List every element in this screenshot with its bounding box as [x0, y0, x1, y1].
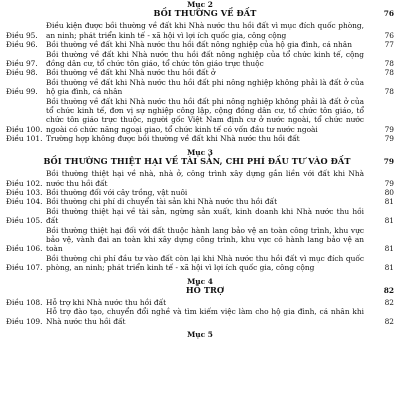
toc-entry	[6, 207, 394, 226]
page-number: 81	[384, 263, 394, 273]
article-title: Trường hợp không được bồi thường về đất khi Nhà nước thu hồi đất	[46, 134, 300, 144]
article-title: Bồi thường thiệt hại đối với đất thuộc hành lang bảo vệ an toàn công trình, khu vực bảo vệ, vành đai an toàn khi xây dựng công trình, khu vực có hành lang bảo vệ an toàn	[46, 225, 364, 254]
section-heading	[6, 277, 394, 295]
toc-section	[6, 277, 394, 327]
article-number: Điều 95.	[6, 30, 38, 40]
article-title: Hỗ trợ khi Nhà nước thu hồi đất	[46, 297, 167, 307]
page-number: 81	[384, 244, 394, 254]
article-number: Điều 108.	[6, 297, 43, 307]
article-title: Bồi thường đối với cây trồng, vật nuôi	[46, 187, 188, 197]
section-number: Mục 5	[187, 330, 213, 340]
article-title: Bồi thường chi phí di chuyển tài sản khi Nhà nước thu hồi đất	[46, 197, 278, 207]
article-number: Điều 109.	[6, 316, 43, 326]
article-title: Bồi thường về đất khi Nhà nước thu hồi đất phi nông nghiệp không phải là đất ở của tổ chức kinh tế, đơn vị sự nghiệp công lập, cộng đồng dân cư, tổ chức tôn giáo, tổ chức tôn giáo trực thuộc, người gốc Việt Nam định cư ở nước ngoài, tổ chức nước ngoài có chức năng ngoại giao, tổ chức kinh tế có vốn đầu tư nước ngoài	[46, 96, 364, 134]
toc-section	[6, 0, 394, 144]
article-number: Điều 97.	[6, 59, 38, 69]
article-title: Bồi thường thiệt hại về nhà, nhà ở, công trình xây dựng gắn liền với đất khi Nhà nước thu hồi đất	[46, 169, 364, 188]
section-page-number: 79	[383, 156, 394, 166]
article-title: Bồi thường về đất khi Nhà nước thu hồi đất nông nghiệp của tổ chức kinh tế, cộng đồng dân cư, tổ chức tôn giáo, tổ chức tôn giáo trực thuộc	[46, 49, 364, 69]
toc-entry	[6, 307, 394, 326]
article-title: Bồi thường về đất khi Nhà nước thu hồi đất ở	[46, 68, 216, 78]
page-number: 82	[384, 316, 394, 326]
article-title: Bồi thường về đất khi Nhà nước thu hồi đất nông nghiệp của hộ gia đình, cá nhân	[46, 40, 352, 50]
toc-entry	[6, 50, 394, 69]
page-number: 79	[384, 178, 394, 188]
article-title: Hỗ trợ đào tạo, chuyển đổi nghề và tìm kiếm việc làm cho hộ gia đình, cá nhân khi Nhà nước thu hồi đất	[46, 307, 364, 326]
toc-entry	[6, 169, 394, 188]
section-heading	[6, 0, 394, 18]
section-page-number: 76	[383, 9, 394, 18]
article-title: Bồi thường về đất khi Nhà nước thu hồi đất phi nông nghiệp không phải là đất ở của hộ gia đình, cá nhân	[46, 77, 364, 97]
article-number: Điều 107.	[6, 263, 43, 273]
page-number: 81	[384, 216, 394, 226]
article-number: Điều 98.	[6, 68, 38, 78]
section-title: HỖ TRỢ	[185, 284, 225, 295]
page-number: 79	[384, 124, 394, 134]
section-number: Mục 3	[187, 147, 213, 157]
toc-entry	[6, 68, 394, 77]
article-number: Điều 100.	[6, 124, 43, 134]
article-number: Điều 99.	[6, 87, 38, 97]
section-title: BỒI THƯỜNG VỀ ĐẤT	[153, 8, 257, 18]
toc-entry	[6, 197, 394, 206]
section-title: BỒI THƯỜNG THIỆT HẠI VỀ TÀI SẢN, CHI PHÍ ĐẦU TƯ VÀO ĐẤT	[43, 155, 351, 166]
section-heading	[6, 148, 394, 166]
section-number: Mục 4	[187, 276, 213, 286]
article-number: Điều 105.	[6, 216, 43, 226]
toc-entry	[6, 226, 394, 254]
article-title: Bồi thường chi phí đầu tư vào đất còn lại khi Nhà nước thu hồi đất vì mục đích quốc phòng, an ninh; phát triển kinh tế - xã hội vì lợi ích quốc gia, công cộng	[46, 253, 364, 273]
section-number: Mục 2	[187, 0, 213, 9]
page-number: 78	[384, 87, 394, 97]
toc-entry	[6, 78, 394, 97]
article-title: Bồi thường thiệt hại về tài sản, ngừng sản xuất, kinh doanh khi Nhà nước thu hồi đất	[46, 206, 364, 226]
page-number: 80	[384, 187, 394, 197]
toc-entry	[6, 21, 394, 40]
toc-entry	[6, 134, 394, 143]
article-number: Điều 106.	[6, 244, 43, 254]
page-number: 78	[384, 68, 394, 78]
article-number: Điều 96.	[6, 40, 38, 50]
page-number: 81	[384, 197, 394, 207]
toc-entry	[6, 254, 394, 273]
article-number: Điều 101.	[6, 134, 43, 144]
article-number: Điều 102.	[6, 178, 43, 188]
article-title: Điều kiện được bồi thường về đất khi Nhà nước thu hồi đất vì mục đích quốc phòng, an ninh; phát triển kinh tế - xã hội vì lợi ích quốc gia, công cộng	[46, 21, 364, 40]
page-number: 77	[384, 40, 394, 50]
section-heading-partial	[6, 330, 394, 339]
page-number: 79	[384, 134, 394, 144]
toc-entry	[6, 188, 394, 197]
table-of-contents	[6, 0, 394, 339]
toc-entry	[6, 97, 394, 135]
toc-section	[6, 148, 394, 273]
toc-entry	[6, 40, 394, 49]
page-number: 78	[384, 59, 394, 69]
toc-entry	[6, 298, 394, 307]
article-number: Điều 104.	[6, 197, 43, 207]
section-page-number: 82	[383, 285, 394, 295]
article-number: Điều 103.	[6, 187, 43, 197]
page-number: 82	[384, 297, 394, 307]
page-number: 76	[384, 30, 394, 40]
